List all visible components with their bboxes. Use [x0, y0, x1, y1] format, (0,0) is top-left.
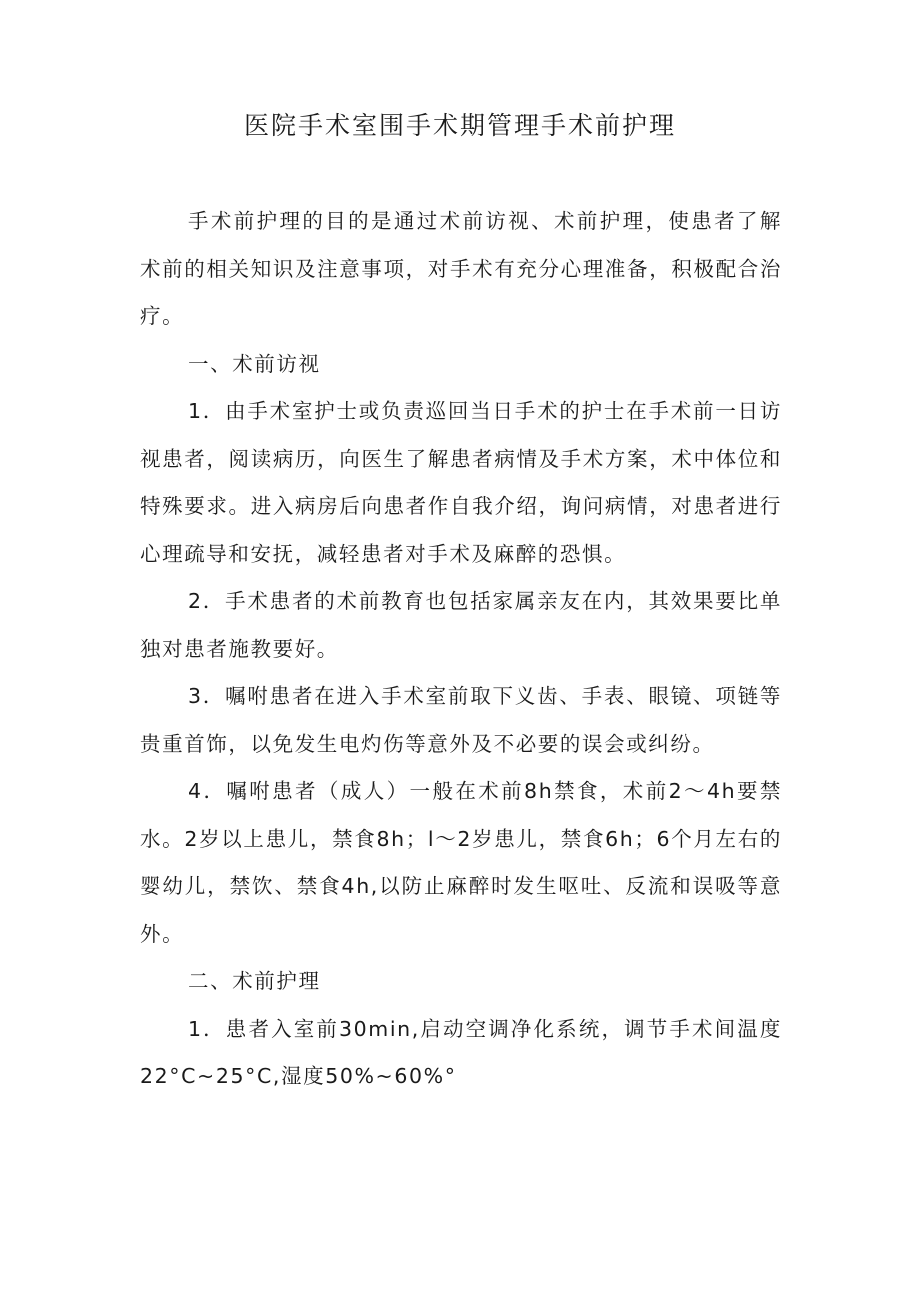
section-heading-visit: 一、术前访视 [188, 351, 321, 376]
paragraph-visit-4: 4．嘱咐患者（成人）一般在术前8h禁食，术前2～4h要禁水。2岁以上患儿，禁食8h；l～2岁患儿，禁食6h；6个月左右的婴幼儿，禁饮、禁食4h,以防止麻醉时发生呕吐、反流和误吸等意外。 [140, 779, 782, 946]
paragraph-visit-3: 3．嘱咐患者在进入手术室前取下义齿、手表、眼镜、项链等贵重首饰，以免发生电灼伤等意外及不必要的误会或纠纷。 [140, 684, 782, 756]
paragraph-visit-2: 2．手术患者的术前教育也包括家属亲友在内，其效果要比单独对患者施教要好。 [140, 589, 782, 661]
document-body [140, 198, 782, 1101]
section-heading-care: 二、术前护理 [188, 969, 321, 993]
paragraph-care-1: 1．患者入室前30min,启动空调净化系统，调节手术间温度22°C~25°C,湿度50%~60%° [140, 1016, 782, 1088]
paragraph-intro: 手术前护理的目的是通过术前访视、术前护理，使患者了解术前的相关知识及注意事项，对手术有充分心理准备，积极配合治疗。 [140, 209, 782, 328]
paragraph-visit-1: 1．由手术室护士或负责巡回当日手术的护士在手术前一日访视患者，阅读病历，向医生了解患者病情及手术方案，术中体位和特殊要求。进入病房后向患者作自我介绍，询问病情，对患者进行心理疏导和安抚，减轻患者对手术及麻醉的恐惧。 [140, 399, 782, 566]
document-title: 医院手术室围手术期管理手术前护理 [243, 111, 676, 140]
